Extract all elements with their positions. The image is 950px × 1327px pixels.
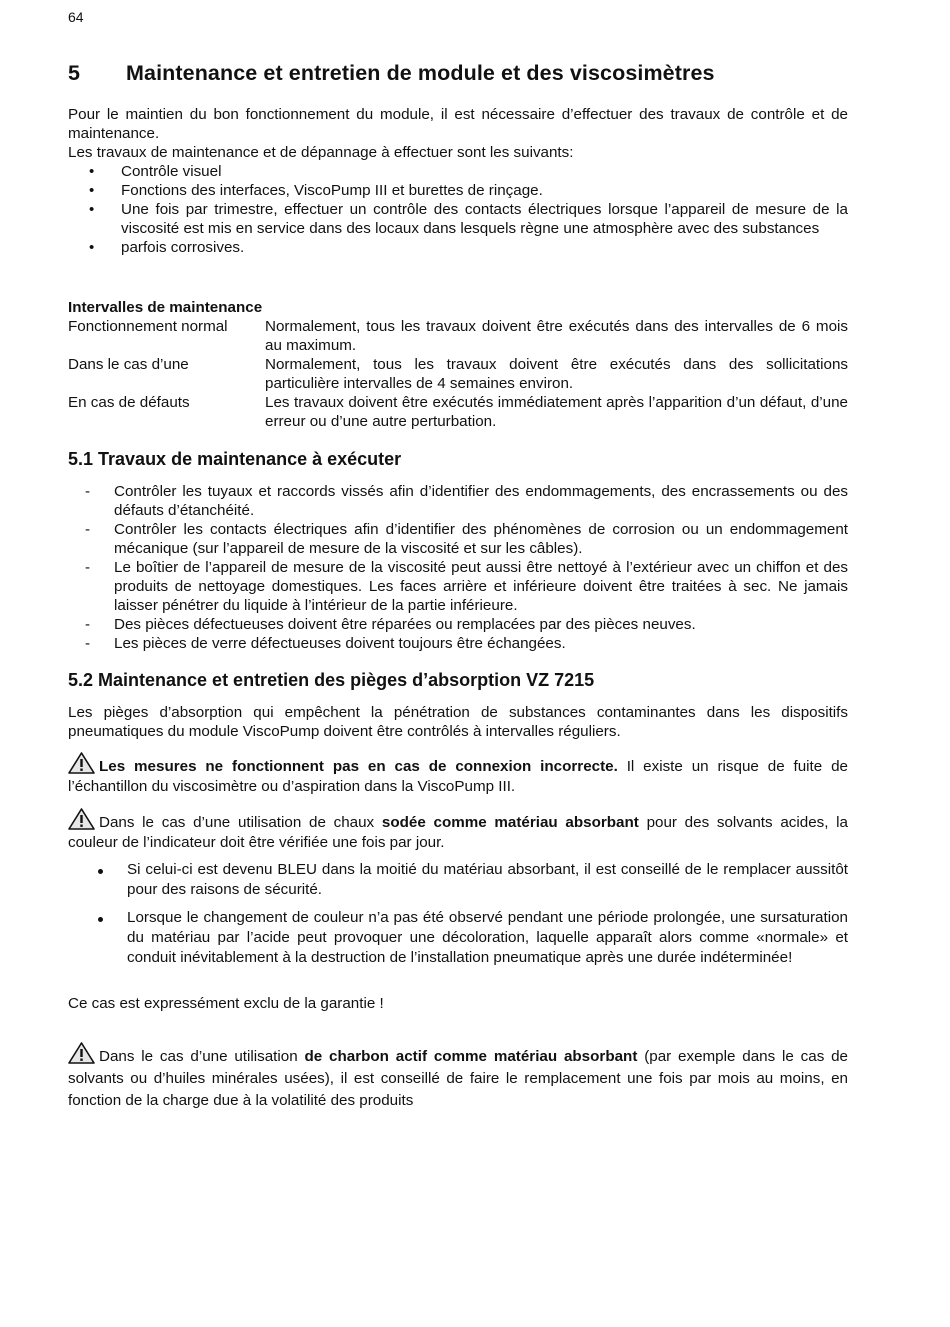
intro-bullet-list — [68, 162, 848, 257]
interval-row — [68, 393, 848, 431]
intro-paragraph-2: Les travaux de maintenance et de dépannage à effectuer sont les suivants: — [68, 144, 574, 161]
list-item: - Des pièces défectueuses doivent être réparées ou remplacées par des pièces neuves. — [68, 615, 848, 634]
list-item: - Le boîtier de l’appareil de mesure de la viscosité peut aussi être nettoyé à l’extérieur avec un chiffon et des produits de nettoyage domestiques. Les faces arrière et inférieure doivent être traitées à sec. Ne jamais laisser pénétrer du liquide à l’intérieur de la partie inférieure. — [68, 558, 848, 615]
section-heading — [68, 61, 715, 85]
indicator-notes — [68, 860, 848, 976]
warning-2-pre: Dans le cas d’une utilisation de chaux — [99, 814, 382, 831]
interval-key: Fonctionnement normal — [68, 318, 228, 335]
warranty-exclusion — [68, 994, 848, 1013]
maintenance-intervals — [68, 298, 848, 431]
section-5-1-list — [68, 482, 848, 653]
exclusion-text: Ce cas est expressément exclu de la garantie ! — [68, 995, 384, 1012]
list-item: - Les pièces de verre défectueuses doivent toujours être échangées. — [68, 634, 848, 653]
warning-3 — [68, 1042, 848, 1112]
list-item: - Contrôler les tuyaux et raccords vissés afin d’identifier des endommagements, des encrassements ou des défauts d’étanchéité. — [68, 482, 848, 520]
absorption-paragraph: Les pièges d’absorption qui empêchent la pénétration de substances contaminantes dans les dispositifs pneumatiques du module ViscoPump doivent être contrôlés à intervalles réguliers. — [68, 704, 848, 740]
list-item: Lorsque le changement de couleur n’a pas été observé pendant une période prolongée, une sursaturation du matériau par l’acide peut provoquer une décoloration, laquelle apparaît alors comme «normale» et conduit inévitablement à la destruction de l’installation pneumatique après une durée indéterminée! — [68, 908, 848, 968]
maintenance-task-list — [68, 482, 848, 653]
intro-paragraph-1: Pour le maintien du bon fonctionnement du module, il est nécessaire d’effectuer des travaux de contrôle et de maintenance. — [68, 106, 848, 142]
interval-value: Normalement, tous les travaux doivent être exécutés dans des sollicitations particulière intervalles de 4 semaines environ. — [265, 356, 848, 392]
warning-2 — [68, 808, 848, 853]
list-item: • Contrôle visuel — [68, 162, 848, 181]
interval-value: Normalement, tous les travaux doivent être exécutés dans des intervalles de 6 mois au maximum. — [265, 318, 848, 354]
subsection-title: 5.2 Maintenance et entretien des pièges d’absorption VZ 7215 — [68, 670, 595, 690]
section-title: Maintenance et entretien de module et des viscosimètres — [126, 61, 715, 85]
section-5-2-body — [68, 703, 848, 741]
interval-row — [68, 317, 848, 355]
warning-3-text: (par exemple dans le cas de solvants ou d’huiles minérales usées), il est conseillé de faire le remplacement une fois par mois au moins, en fonction de la charge due à la volatilité des produits — [68, 1048, 848, 1109]
section-5-2 — [68, 671, 848, 690]
warning-triangle-icon — [68, 808, 95, 830]
warning-triangle-icon — [68, 752, 95, 774]
list-item: • Fonctions des interfaces, ViscoPump III et burettes de rinçage. — [68, 181, 848, 200]
warning-3-bold: de charbon actif comme matériau absorbant — [304, 1048, 638, 1065]
subsection-title: 5.1 Travaux de maintenance à exécuter — [68, 449, 402, 469]
interval-key: Dans le cas d’une — [68, 356, 189, 373]
intro-block — [68, 105, 848, 257]
warning-1 — [68, 752, 848, 797]
interval-value: Les travaux doivent être exécutés immédiatement après l’apparition d’un défaut, d’une erreur ou d’une autre perturbation. — [265, 394, 848, 430]
warning-1-text: Il existe un risque de fuite de l’échantillon du viscosimètre ou d’aspiration dans la ViscoPump III. — [68, 758, 848, 795]
list-item: • parfois corrosives. — [68, 238, 848, 257]
warning-1-bold: Les mesures ne fonctionnent pas en cas de connexion incorrecte. — [99, 758, 618, 775]
list-item: Si celui-ci est devenu BLEU dans la moitié du matériau absorbant, il est conseillé de le remplacer aussitôt pour des raisons de sécurité. — [68, 860, 848, 900]
warning-3-pre: Dans le cas d’une utilisation — [99, 1048, 305, 1065]
warning-triangle-icon — [68, 1042, 95, 1064]
section-number: 5 — [68, 61, 81, 85]
indicator-list — [68, 860, 848, 968]
interval-key: En cas de défauts — [68, 394, 190, 411]
page-number: 64 — [68, 9, 84, 25]
section-5-1 — [68, 450, 848, 469]
list-item: • Une fois par trimestre, effectuer un contrôle des contacts électriques lorsque l’appareil de mesure de la viscosité est mis en service dans des locaux dans lesquels règne une atmosphère avec des substances — [68, 200, 848, 238]
warning-2-text: pour des solvants acides, la couleur de l’indicateur doit être vérifiée une fois par jour. — [68, 814, 848, 851]
list-item: - Contrôler les contacts électriques afin d’identifier des phénomènes de corrosion ou un endommagement mécanique (sur l’appareil de mesure de la viscosité et sur les câbles). — [68, 520, 848, 558]
warning-2-bold: sodée comme matériau absorbant — [381, 814, 639, 831]
interval-row — [68, 355, 848, 393]
intervals-heading: Intervalles de maintenance — [68, 299, 263, 316]
